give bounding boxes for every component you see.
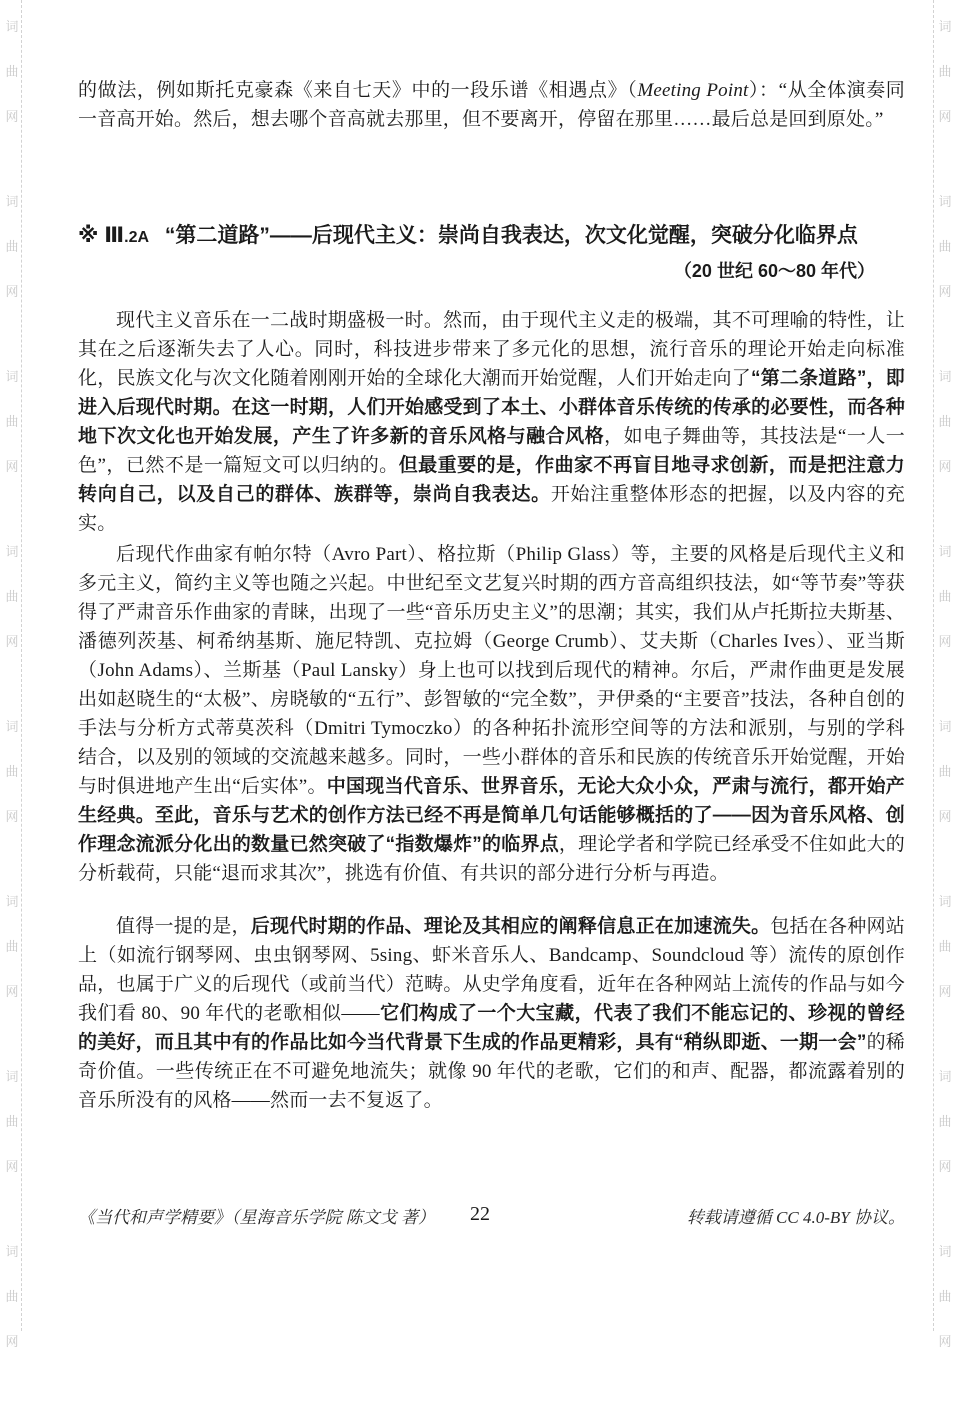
watermark-char: 网 [5, 1159, 19, 1174]
watermark-char: 词 [5, 1069, 19, 1084]
left-dashed-rule [21, 0, 22, 1331]
watermark-group [3, 1054, 21, 1189]
text-run: 现代主义音乐在一二战时期盛极一时。然而，由于现代主义走的极端，其不可理喻的特性，让其在之后逐渐失去了人心。同时，科技进步带来了多元化的思想，流行音乐的理论开始走向标准化，民族文化与次文化随着刚刚开始的全球化大潮而开始觉醒，人们开始走向了 [78, 310, 905, 389]
footer-license: 转载请遵循 CC 4.0-BY 协议。 [686, 1208, 905, 1227]
text-run: 包括在各种网站上（如流行钢琴网、虫虫钢琴网、5sing、虾米音乐人、Bandcamp、Soundcloud 等）流传的原创作品，也属于广义的后现代（或前当代）范畴。从史学角度看，近年在各种网站上流传的作品与如今我们看 80、90 年代的老歌相似—— [78, 916, 905, 1024]
watermark-char: 网 [938, 459, 952, 474]
watermark-group [3, 704, 21, 839]
watermark-char: 网 [5, 984, 19, 999]
watermark-char: 网 [938, 809, 952, 824]
watermark-group [936, 179, 954, 314]
watermark-char: 词 [938, 1244, 952, 1259]
watermark-char: 词 [938, 1069, 952, 1084]
text-run: 值得一提的是， [116, 916, 251, 937]
watermark-char: 词 [5, 1244, 19, 1259]
watermark-group [3, 4, 21, 139]
watermark-right-column [936, 4, 954, 1404]
body-paragraph [78, 912, 905, 1115]
watermark-char: 词 [5, 194, 19, 209]
watermark-char: 曲 [5, 1289, 19, 1304]
watermark-char: 词 [938, 19, 952, 34]
footer-page-number: 22 [470, 1203, 490, 1225]
watermark-char: 词 [938, 369, 952, 384]
watermark-char: 网 [5, 634, 19, 649]
section-numeral: Ⅲ [104, 224, 125, 247]
text-run: ）：“从全体演奏同一音高开始。然后，想去哪个音高就去那里，但不要离开，停留在那里……最后总是回到原处。” [78, 80, 906, 130]
watermark-char: 网 [5, 284, 19, 299]
watermark-char: 曲 [938, 589, 952, 604]
text-run: 的做法，例如斯托克豪森《来自七天》中的一段乐谱《相遇点》（ [78, 80, 638, 101]
text-run: Meeting Point [637, 80, 749, 101]
text-run: ，理论学者和学院已经承受不住如此大的分析载荷，只能“退而求其次”，挑选有价值、有共识的部分进行分析与再造。 [78, 834, 905, 884]
watermark-group [936, 704, 954, 839]
watermark-group [936, 4, 954, 139]
watermark-group [936, 354, 954, 489]
watermark-char: 网 [938, 1334, 952, 1349]
watermark-group [3, 529, 21, 664]
watermark-char: 网 [5, 459, 19, 474]
body-paragraph [78, 540, 905, 888]
watermark-char: 词 [938, 719, 952, 734]
watermark-char: 曲 [5, 1114, 19, 1129]
watermark-char: 曲 [938, 939, 952, 954]
text-run: 但最重要的是，作曲家不再盲目地寻求创新，而是把注意力转向自己，以及自己的群体、族群等，崇尚自我表达。 [78, 455, 906, 505]
section-title: “第二道路”——后现代主义：崇尚自我表达，次文化觉醒，突破分化临界点 [164, 224, 858, 247]
watermark-char: 词 [5, 19, 19, 34]
watermark-char: 网 [5, 109, 19, 124]
section-marker: ※ [78, 224, 99, 247]
watermark-group [936, 1054, 954, 1189]
watermark-char: 网 [938, 1159, 952, 1174]
watermark-char: 词 [938, 194, 952, 209]
watermark-char: 曲 [5, 939, 19, 954]
text-run: 后现代时期的作品、理论及其相应的阐释信息正在加速流失。 [250, 916, 771, 937]
watermark-group [936, 529, 954, 664]
watermark-char: 网 [938, 634, 952, 649]
watermark-char: 曲 [5, 589, 19, 604]
watermark-char: 网 [938, 284, 952, 299]
watermark-char: 词 [5, 894, 19, 909]
text-run: 开始注重整体形态的把握，以及内容的充实。 [78, 484, 905, 534]
section-number-suffix: .2A [124, 229, 150, 246]
watermark-group [3, 179, 21, 314]
watermark-char: 网 [938, 984, 952, 999]
watermark-left-column [3, 4, 21, 1404]
watermark-char: 词 [938, 894, 952, 909]
watermark-char: 曲 [938, 239, 952, 254]
right-dashed-rule [933, 0, 934, 1331]
watermark-char: 曲 [938, 1114, 952, 1129]
watermark-group [3, 1229, 21, 1364]
watermark-char: 曲 [5, 64, 19, 79]
watermark-char: 曲 [5, 414, 19, 429]
text-run: 后现代作曲家有帕尔特（Avro Part）、格拉斯（Philip Glass）等，主要的风格是后现代主义和多元主义，简约主义等也随之兴起。中世纪至文艺复兴时期的西方音高组织技法，如“等节奏”等获得了严肃音乐作曲家的青睐，出现了一些“音乐历史主义”的思潮；其实，我们从卢托斯拉夫斯基、潘德列茨基、柯希纳基斯、施尼特凯、克拉姆（George Crumb）、艾夫斯（Charles Ives）、亚当斯（John Adams）、兰斯基（Paul Lansky）身上也可以找到后现代的精神。尔后，严肃作曲更是发展出如赵晓生的“太极”、房晓敏的“五行”、彭智敏的“完全数”，尹伊桑的“主要音”技法，各种自创的手法与分析方式蒂莫茨科（Dmitri Tymoczko）的各种拓扑流形空间等的方法和派别，与别的学科结合，以及别的领域的交流越来越多。同时，一些小群体的音乐和民族的传统音乐开始觉醒，开始与时俱进地产生出“后实体”。 [78, 544, 905, 797]
watermark-group [3, 354, 21, 489]
watermark-group [936, 1229, 954, 1364]
watermark-char: 词 [5, 719, 19, 734]
watermark-char: 网 [5, 809, 19, 824]
watermark-char: 网 [5, 1334, 19, 1349]
watermark-char: 曲 [938, 1289, 952, 1304]
body-paragraph [78, 306, 905, 538]
watermark-char: 词 [938, 544, 952, 559]
watermark-group [936, 879, 954, 1014]
footer-book-title: 《当代和声学精要》（星海音乐学院 陈文戈 著） [78, 1208, 435, 1227]
watermark-char: 网 [938, 109, 952, 124]
section-period: （20 世纪 60～80 年代） [673, 261, 875, 281]
intro-paragraph [78, 76, 905, 134]
watermark-group [3, 879, 21, 1014]
watermark-char: 曲 [938, 64, 952, 79]
watermark-char: 词 [5, 544, 19, 559]
watermark-char: 曲 [5, 764, 19, 779]
section-heading [78, 222, 905, 252]
watermark-char: 曲 [5, 239, 19, 254]
text-run: 中国现当代音乐、世界音乐，无论大众小众，严肃与流行，都开始产生经典。至此，音乐与艺术的创作方法已经不再是简单几句话能够概括的了——因为音乐风格、创作理念流派分化出的数量已然突破了“指数爆炸”的临界点 [78, 776, 905, 855]
text-run: 它们构成了一个大宝藏，代表了我们不能忘记的、珍视的曾经的美好，而且其中有的作品比如今当代背景下生成的作品更精彩，具有“稍纵即逝、一期一会” [78, 1003, 905, 1053]
text-run: “第二条道路”，即进入后现代时期。在这一时期，人们开始感受到了本土、小群体音乐传统的传承的必要性，而各种地下次文化也开始发展，产生了许多新的音乐风格与融合风格 [78, 368, 905, 447]
text-run: 的稀奇价值。一些传统正在不可避免地流失；就像 90 年代的老歌，它们的和声、配器，都流露着别的音乐所没有的风格——然而一去不复返了。 [78, 1032, 906, 1111]
text-run: ，如电子舞曲等，其技法是“一人一色”，已然不是一篇短文可以归纳的。 [78, 426, 905, 476]
watermark-char: 曲 [938, 414, 952, 429]
watermark-char: 词 [5, 369, 19, 384]
watermark-char: 曲 [938, 764, 952, 779]
page-footer [78, 1203, 905, 1233]
